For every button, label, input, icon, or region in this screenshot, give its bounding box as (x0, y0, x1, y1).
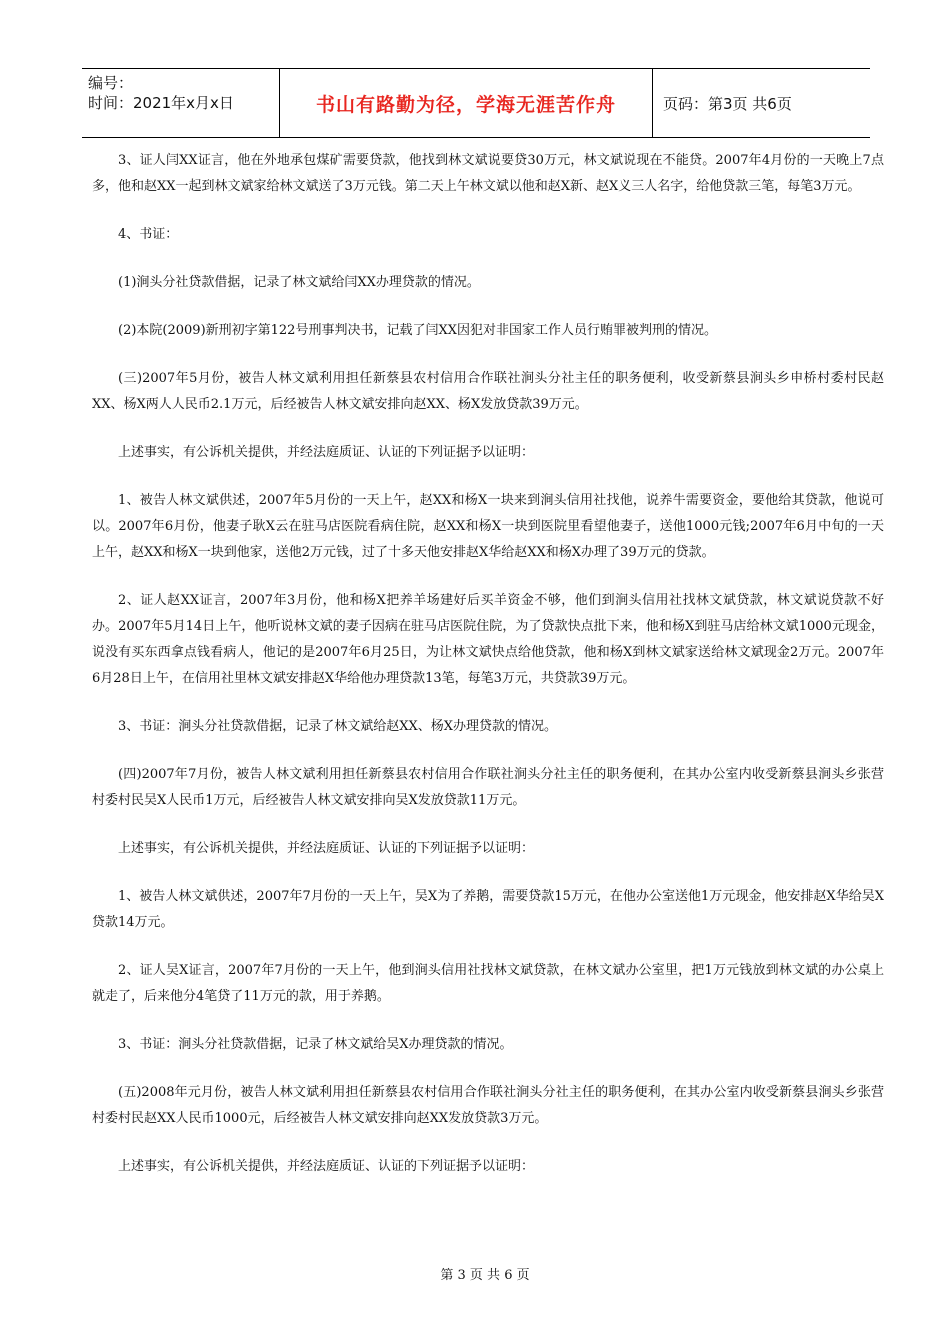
paragraph: (三)2007年5月份，被告人林文斌利用担任新蔡县农村信用合作联社涧头分社主任的职务便利，收受新蔡县涧头乡申桥村委村民赵XX、杨X两人人民币2.1万元，后经被告人林文斌安排向赵XX、杨X发放贷款39万元。 (92, 371, 884, 412)
paragraph: 1、被告人林文斌供述，2007年7月份的一天上午，吴X为了养鹅，需要贷款15万元，在他办公室送他1万元现金，他安排赵X华给吴X贷款14万元。 (92, 889, 884, 930)
header-motto: 书山有路勤为径，学海无涯苦作舟 (280, 69, 653, 137)
document-body (92, 148, 884, 1202)
header-page-number: 页码：第3页 共6页 (663, 94, 792, 113)
paragraph: 3、书证：涧头分社贷款借据，记录了林文斌给赵XX、杨X办理贷款的情况。 (118, 719, 558, 734)
paragraph: (五)2008年元月份，被告人林文斌利用担任新蔡县农村信用合作联社涧头分社主任的职务便利，在其办公室内收受新蔡县涧头乡张营村委村民赵XX人民币1000元，后经被告人林文斌安排向赵XX发放贷款3万元。 (92, 1085, 884, 1126)
paragraph: (四)2007年7月份，被告人林文斌利用担任新蔡县农村信用合作联社涧头分社主任的职务便利，在其办公室内收受新蔡县涧头乡张营村委村民吴X人民币1万元，后经被告人林文斌安排向吴X发放贷款11万元。 (92, 767, 884, 808)
document-date: 时间：2021年x月x日 (88, 94, 234, 112)
document-number-label: 编号： (88, 74, 134, 92)
paragraph: 3、书证：涧头分社贷款借据，记录了林文斌给吴X办理贷款的情况。 (118, 1037, 513, 1052)
paragraph: 上述事实，有公诉机关提供，并经法庭质证、认证的下列证据予以证明： (118, 841, 535, 856)
paragraph: 上述事实，有公诉机关提供，并经法庭质证、认证的下列证据予以证明： (118, 445, 535, 460)
paragraph: 4、书证： (118, 227, 179, 242)
paragraph: 上述事实，有公诉机关提供，并经法庭质证、认证的下列证据予以证明： (118, 1159, 535, 1174)
paragraph: 2、证人赵XX证言，2007年3月份，他和杨X把养羊场建好后买羊资金不够，他们到涧头信用社找林文斌贷款，林文斌说贷款不好办。2007年5月14日上午，他听说林文斌的妻子因病在驻马店医院住院，为了贷款快点批下来，他和杨X到驻马店给林文斌1000元现金，说没有买东西拿点钱看病人，他记的是2007年6月25日，为让林文斌快点给他贷款，他和杨X到林文斌家送给林文斌现金2万元。2007年6月28日上午，在信用社里林文斌安排赵X华给他办理贷款13笔，每笔3万元，共贷款39万元。 (92, 593, 884, 686)
paragraph: 1、被告人林文斌供述，2007年5月份的一天上午，赵XX和杨X一块来到涧头信用社找他，说养牛需要资金，要他给其贷款，他说可以。2007年6月份，他妻子耿X云在驻马店医院看病住院，赵XX和杨X一块到医院里看望他妻子，送他1000元钱;2007年6月中旬的一天上午，赵XX和杨X一块到他家，送他2万元钱，过了十多天他安排赵X华给赵XX和杨X办理了39万元的贷款。 (92, 493, 884, 560)
paragraph: 2、证人吴X证言，2007年7月份的一天上午，他到涧头信用社找林文斌贷款，在林文斌办公室里，把1万元钱放到林文斌的办公桌上就走了，后来他分4笔贷了11万元的款，用于养鹅。 (92, 963, 884, 1004)
page-footer: 第 3 页 共 6 页 (440, 1268, 530, 1283)
paragraph: (2)本院(2009)新刑初字第122号刑事判决书，记载了闫XX因犯对非国家工作人员行贿罪被判刑的情况。 (118, 323, 717, 338)
header-meta (82, 69, 280, 137)
paragraph: (1)涧头分社贷款借据，记录了林文斌给闫XX办理贷款的情况。 (118, 275, 480, 290)
paragraph: 3、证人闫XX证言，他在外地承包煤矿需要贷款，他找到林文斌说要贷30万元，林文斌说现在不能贷。2007年4月份的一天晚上7点多，他和赵XX一起到林文斌家给林文斌送了3万元钱。第二天上午林文斌以他和赵X新、赵X义三人名字，给他贷款三笔，每笔3万元。 (92, 153, 884, 194)
page-header (82, 68, 870, 138)
